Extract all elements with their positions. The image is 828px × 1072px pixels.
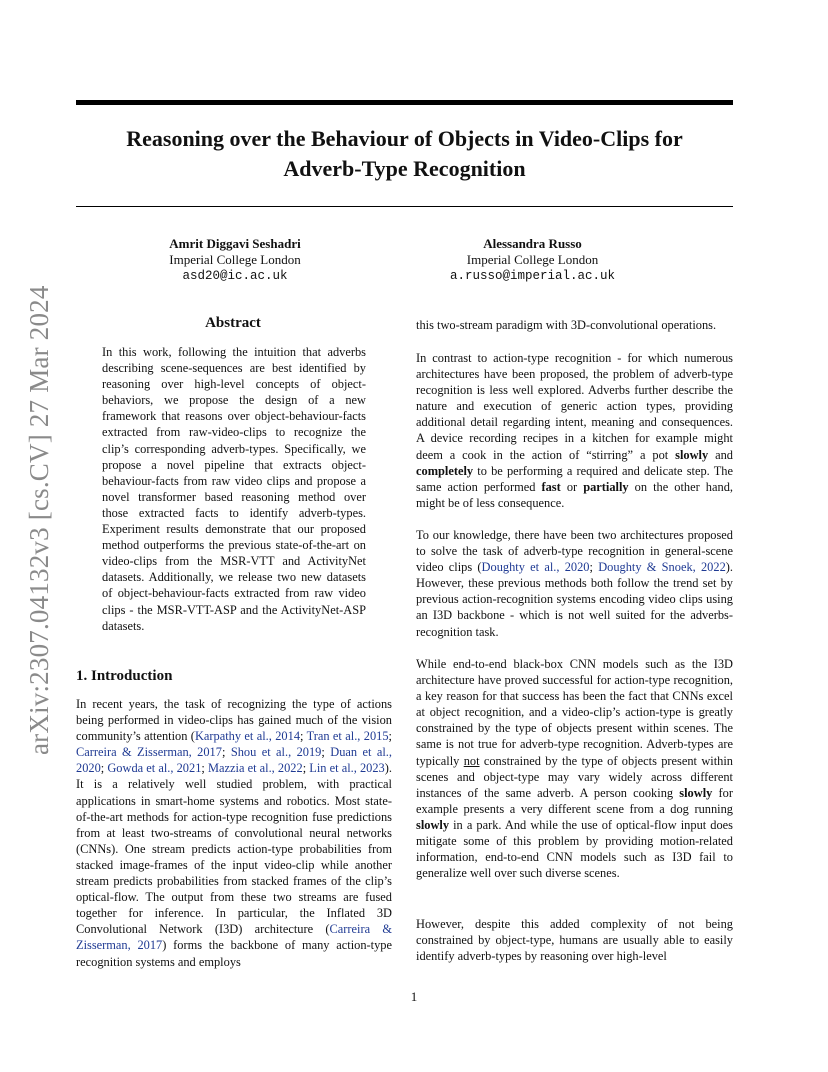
- citation-link[interactable]: Doughty & Snoek, 2022: [598, 560, 726, 575]
- right-column-continuation: this two-stream paradigm with 3D-convolutional operations.: [416, 318, 717, 332]
- underlined-term: not: [463, 753, 480, 768]
- prior-work-paragraph: To our knowledge, there have been two architectures proposed to solve the task of adverb-type recognition in general-scene video clips (Doughty et al., 2020; Doughty & Snoek, 2022). However, these previous methods both follow the trend set by previous action-recognition systems encoding video clips using an I3D backbone - which is not well suited for the adverbs-recognition task.: [416, 528, 733, 639]
- citation-link[interactable]: Karpathy et al., 2014: [194, 729, 301, 744]
- bold-term: slowly: [679, 785, 713, 800]
- text-run: To our knowledge, there have been two architectures proposed to solve the task of adverb-type recognition in general-scene video clips (: [416, 528, 733, 575]
- author-name: Alessandra Russo: [483, 236, 582, 251]
- citation-link[interactable]: Gowda et al., 2021: [107, 761, 202, 776]
- bold-term: slowly: [416, 817, 450, 832]
- author-email: asd20@ic.ac.uk: [182, 269, 288, 283]
- text-run: on the other hand, might be of less consequence.: [416, 479, 733, 510]
- citation-link[interactable]: Doughty et al., 2020: [481, 560, 590, 575]
- human-reasoning-paragraph: However, despite this added complexity of not being constrained by object-type, humans are usually able to easily identify adverb-types by reasoning over high-level: [416, 917, 733, 964]
- text-run: constrained by the type of objects present within scenes and object-type may vary widely across different instances of the same adverb. A person cooking: [416, 753, 733, 800]
- citation-link[interactable]: Duan et al., 2020: [76, 745, 392, 776]
- title-bottom-rule: [76, 206, 733, 207]
- bold-term: partially: [583, 479, 629, 494]
- abstract-text: In this work, following the intuition that adverbs describing scene-sequences are best identified by reasoning over high-level concepts of object-behaviors, we propose the design of a new framework that reasons over object-behaviour-facts extracted from raw-video-clips to recognize the clip’s corresponding adverb-types. Specifically, we propose a novel pipeline that extracts object-behaviour-facts from raw video clips and propose a novel transformer based reasoning method over those extracted facts to identify adverb-types. Experiment results demonstrate that our proposed method outperforms the previous state-of-the-art on video-clips from the MSR-VTT and ActivityNet datasets. Additionally, we release two new datasets of object-behaviour-facts extracted from raw video clips - the MSR-VTT-ASP and the ActivityNet-ASP datasets.: [102, 345, 366, 633]
- bold-term: fast: [541, 479, 561, 494]
- abstract-heading: Abstract: [205, 315, 261, 331]
- author-name: Amrit Diggavi Seshadri: [169, 236, 301, 251]
- author-block-2: [425, 236, 640, 284]
- cnn-limitations-paragraph: [416, 656, 733, 881]
- title-line-2: Adverb-Type Recognition: [283, 156, 526, 181]
- text-run: In contrast to action-type recognition - for which numerous architectures have been proposed, the problem of adverb-type recognition is less well explored. Adverbs further describe the nature and execution of generic action types, providing additional detail regarding intent, meaning and consequences. A device recording recipes in a kitchen for example might deem a cook in the action of “stirring” a pot: [416, 351, 733, 462]
- text-run: ) forms the backbone of many action-type recognition systems and employs: [76, 938, 392, 969]
- bold-term: completely: [416, 463, 474, 478]
- citation-link[interactable]: Mazzia et al., 2022: [207, 761, 303, 776]
- paper-title: [76, 124, 733, 184]
- text-run: ). It is a relatively well studied problem, with practical applications in smart-home systems and robotics. Most state-of-the-art methods for action-type recognition fuse predictions from at least two-streams of convolutional neural networks (CNNs). One stream predicts action-type probabilities from stacked image-frames of the input video-clip while another stream predicts probabilities from stacked frames of the clip’s optical-flow. The output from these two streams are fused together for inference. In particular, the Inflated 3D Convolutional Network (I3D) architecture (: [76, 761, 392, 937]
- citation-link[interactable]: Carreira & Zisserman, 2017: [76, 922, 393, 953]
- introduction-paragraph: In recent years, the task of recognizing the type of actions being performed in video-clips has gained much of the vision community’s attention (Karpathy et al., 2014; Tran et al., 2015; Carreira & Zisserman, 2017; Shou et al., 2019; Duan et al., 2020; Gowda et al., 2021; Mazzia et al., 2022; Lin et al., 2023). It is a relatively well studied problem, with practical applications in smart-home systems and robotics. Most state-of-the-art methods for action-type recognition fuse predictions from at least two-streams of convolutional neural networks (CNNs). One stream predicts action-type probabilities from stacked image-frames of the input video-clip while another stream predicts probabilities from stacked frames of the clip’s optical-flow. The output from these two streams are fused together for inference. In particular, the Inflated 3D Convolutional Network (I3D) architecture (Carreira & Zisserman, 2017) forms the backbone of many action-type recognition systems and employs: [76, 697, 393, 969]
- citation-link[interactable]: Shou et al., 2019: [230, 745, 322, 760]
- author-email: a.russo@imperial.ac.uk: [449, 269, 616, 283]
- section-heading-introduction: 1. Introduction: [76, 668, 173, 684]
- author-block-1: [150, 236, 320, 284]
- author-affiliation: Imperial College London: [466, 252, 599, 267]
- title-line-1: Reasoning over the Behaviour of Objects in Video-Clips for: [126, 126, 683, 151]
- text-run: and: [708, 447, 733, 462]
- title-top-rule: [76, 100, 733, 105]
- text-run: to be performing a required and delicate step. The same action performed: [416, 463, 733, 494]
- bold-term: slowly: [675, 447, 709, 462]
- citation-link[interactable]: Tran et al., 2015: [306, 729, 389, 744]
- text-run: in a park. And while the use of optical-flow input does mitigate some of this problem by providing motion-related information, end-to-end CNN models such as I3D fail to generalize well over such diverse scenes.: [416, 817, 733, 881]
- arxiv-identifier-stamp: arXiv:2307.04132v3 [cs.CV] 27 Mar 2024: [24, 285, 54, 755]
- text-run: In recent years, the task of recognizing the type of actions being performed in video-clips has gained much of the vision community’s attention (: [76, 697, 392, 744]
- adverb-recognition-paragraph: [416, 350, 733, 511]
- citation-link[interactable]: Lin et al., 2023: [309, 761, 385, 776]
- page-number: 1: [410, 989, 418, 1004]
- text-run: or: [560, 479, 584, 494]
- citation-link[interactable]: Carreira & Zisserman, 2017: [76, 745, 222, 760]
- text-run: ). However, these previous methods both follow the trend set by previous action-recognition systems encoding video clips using an I3D backbone - which is not well suited for the adverbs-recognition task.: [416, 560, 733, 639]
- author-affiliation: Imperial College London: [169, 252, 301, 267]
- text-run: While end-to-end black-box CNN models such as the I3D architecture have proved successful for action-type recognition, a key reason for that success has been the fact that CNNs excel at object recognition, and a video-clip’s action-type is greatly constrained by the type of objects present within scenes. The same is not true for adverb-type recognition. Adverb-types are typically: [416, 657, 733, 768]
- text-run: for example presents a very different scene from a dog running: [416, 785, 733, 816]
